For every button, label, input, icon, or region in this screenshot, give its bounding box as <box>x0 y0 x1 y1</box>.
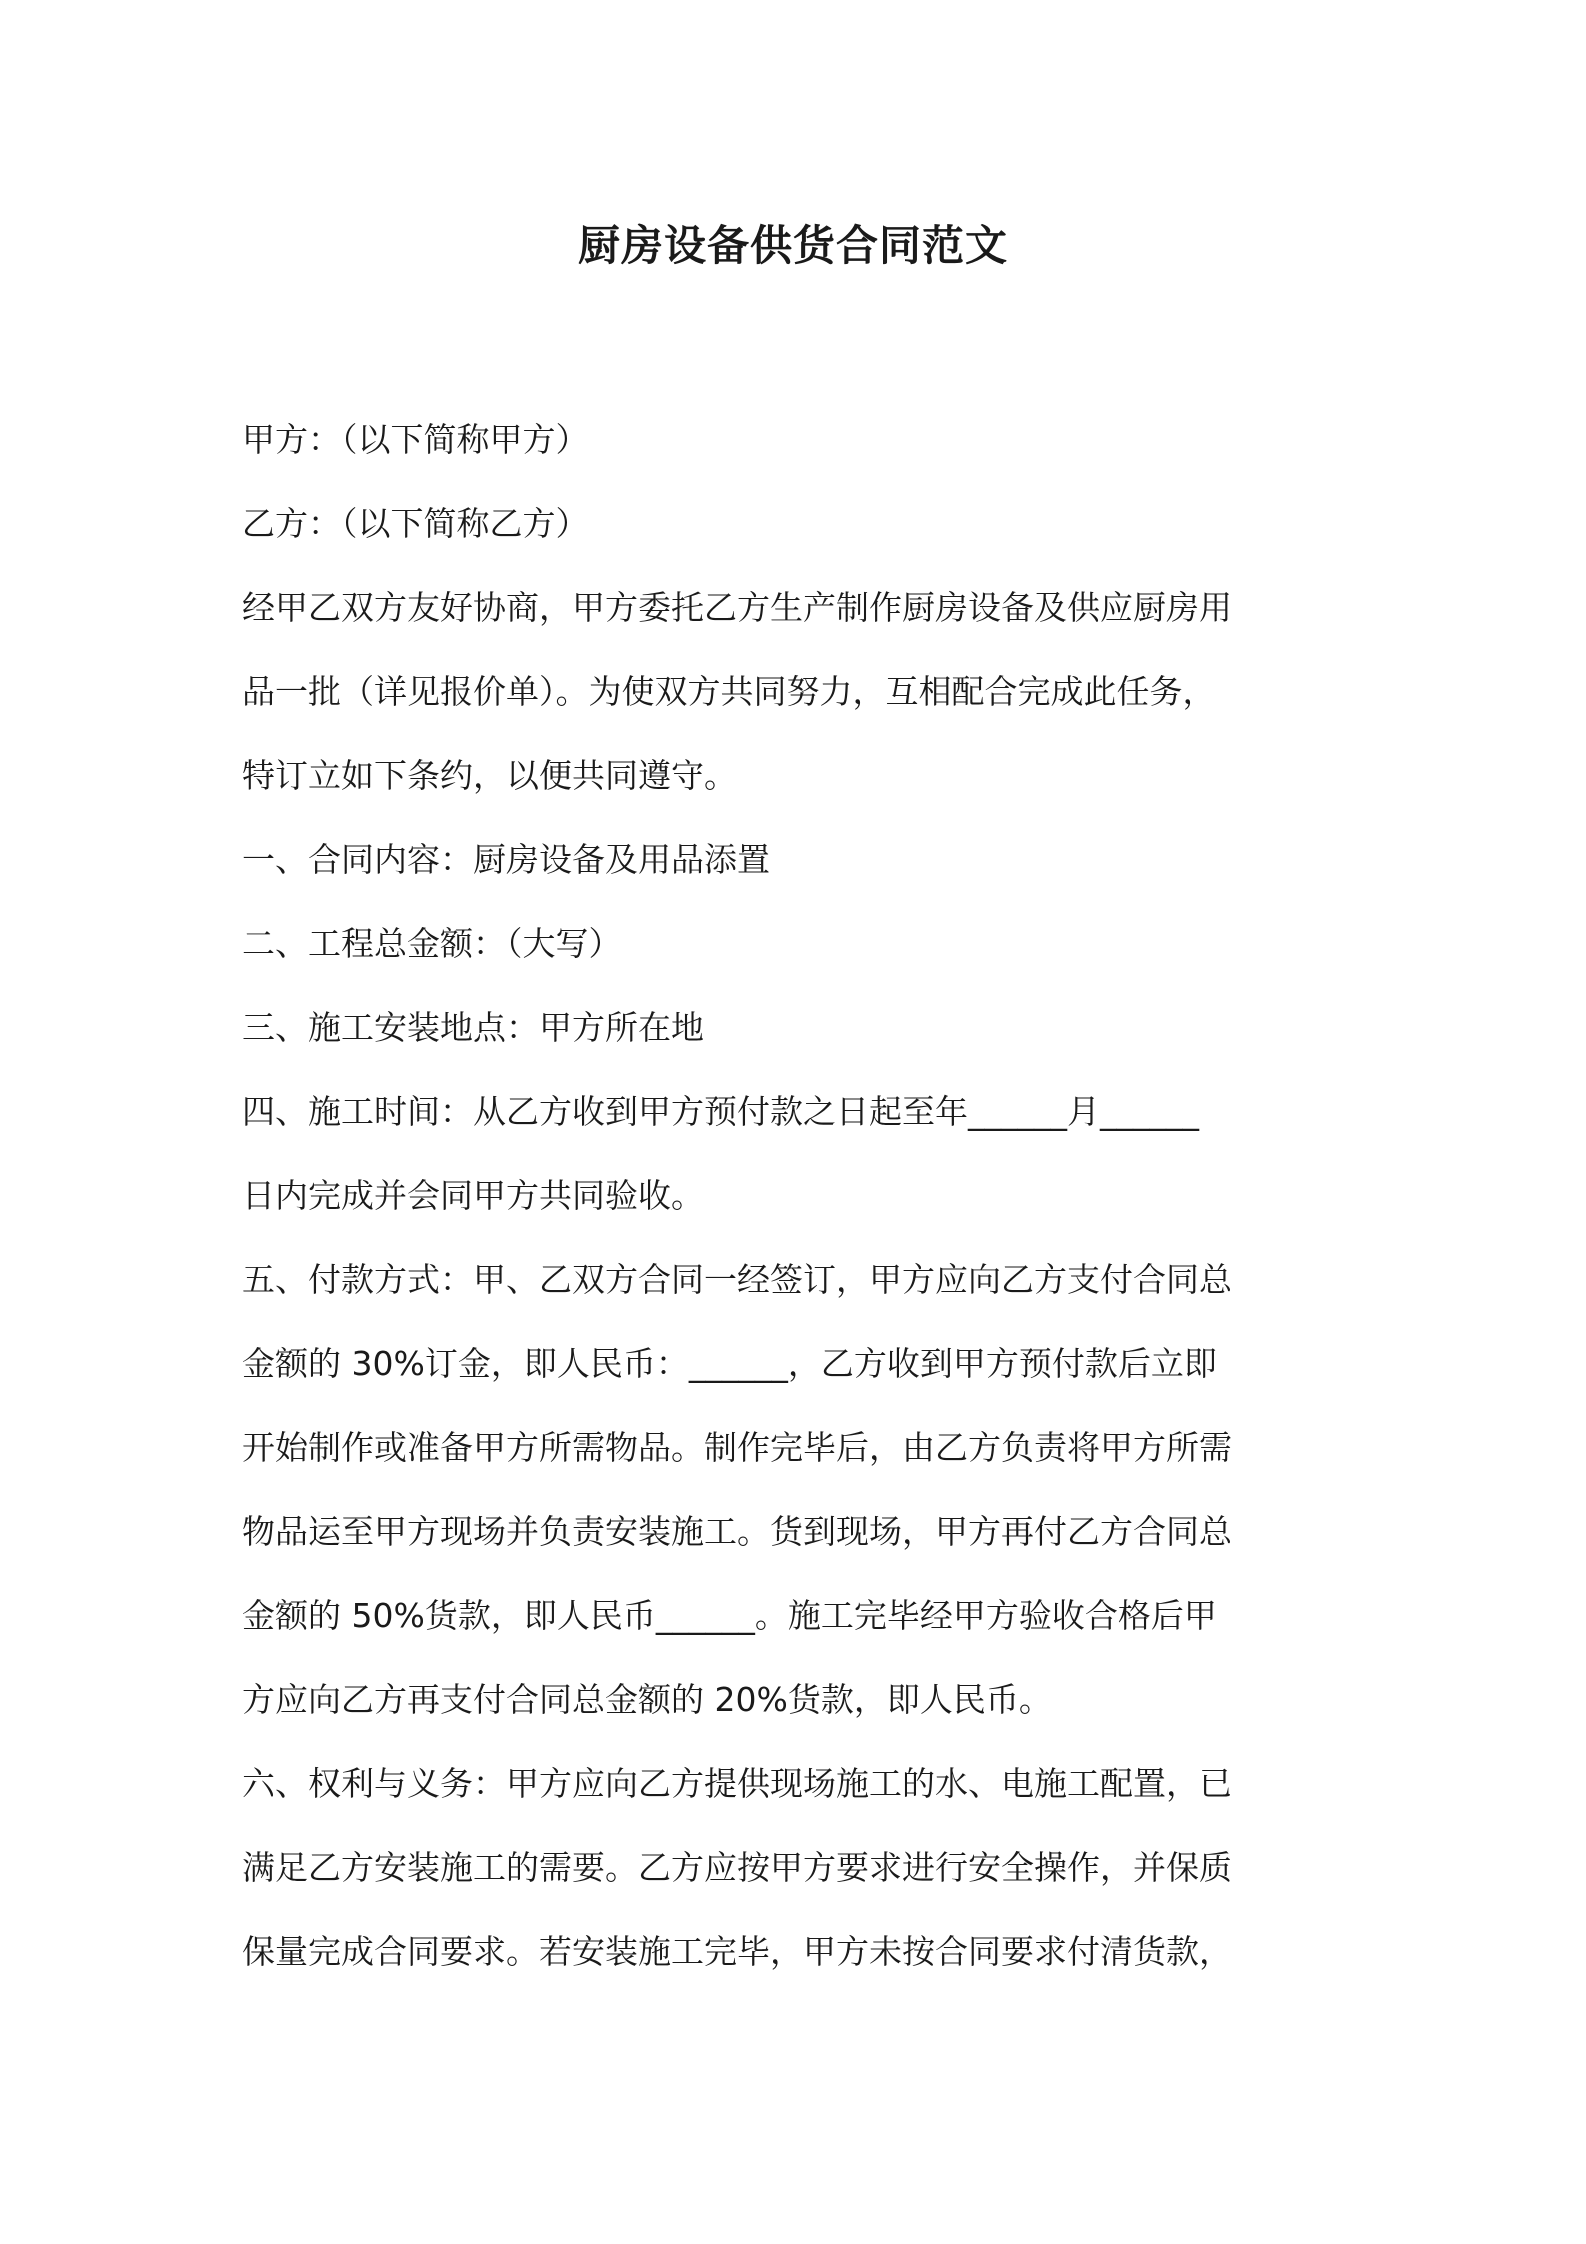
party-a-line: 甲方：（以下简称甲方） <box>242 420 589 459</box>
clause-4-line-1: 四、施工时间：从乙方收到甲方预付款之日起至年______月______ <box>242 1092 1199 1131</box>
clause-5-line-3: 开始制作或准备甲方所需物品。制作完毕后，由乙方负责将甲方所需 <box>242 1428 1232 1467</box>
document-title: 厨房设备供货合同范文 <box>577 221 1008 270</box>
preamble-line-3: 特订立如下条约，以便共同遵守。 <box>242 756 737 795</box>
clause-2-line: 二、工程总金额：（大写） <box>242 924 622 963</box>
clause-5-line-6: 方应向乙方再支付合同总金额的 20%货款，即人民币。 <box>242 1680 1052 1719</box>
party-b-line: 乙方：（以下简称乙方） <box>242 504 589 543</box>
clause-5-line-5: 金额的 50%货款，即人民币______。施工完毕经甲方验收合格后甲 <box>242 1596 1217 1635</box>
clause-6-line-2: 满足乙方安装施工的需要。乙方应按甲方要求进行安全操作，并保质 <box>242 1848 1232 1887</box>
clause-5-line-2: 金额的 30%订金，即人民币：______，乙方收到甲方预付款后立即 <box>242 1344 1217 1383</box>
clause-1-line: 一、合同内容：厨房设备及用品添置 <box>242 840 770 879</box>
clause-5-line-1: 五、付款方式：甲、乙双方合同一经签订，甲方应向乙方支付合同总 <box>242 1260 1232 1299</box>
clause-3-line: 三、施工安装地点：甲方所在地 <box>242 1008 704 1047</box>
preamble-line-1: 经甲乙双方友好协商，甲方委托乙方生产制作厨房设备及供应厨房用 <box>242 588 1232 627</box>
preamble-line-2: 品一批（详见报价单）。为使双方共同努力，互相配合完成此任务， <box>242 672 1216 711</box>
clause-4-line-2: 日内完成并会同甲方共同验收。 <box>242 1176 704 1215</box>
clause-6-line-1: 六、权利与义务：甲方应向乙方提供现场施工的水、电施工配置，已 <box>242 1764 1232 1803</box>
clause-5-line-4: 物品运至甲方现场并负责安装施工。货到现场，甲方再付乙方合同总 <box>242 1512 1232 1551</box>
clause-6-line-3: 保量完成合同要求。若安装施工完毕，甲方未按合同要求付清货款， <box>242 1932 1232 1971</box>
